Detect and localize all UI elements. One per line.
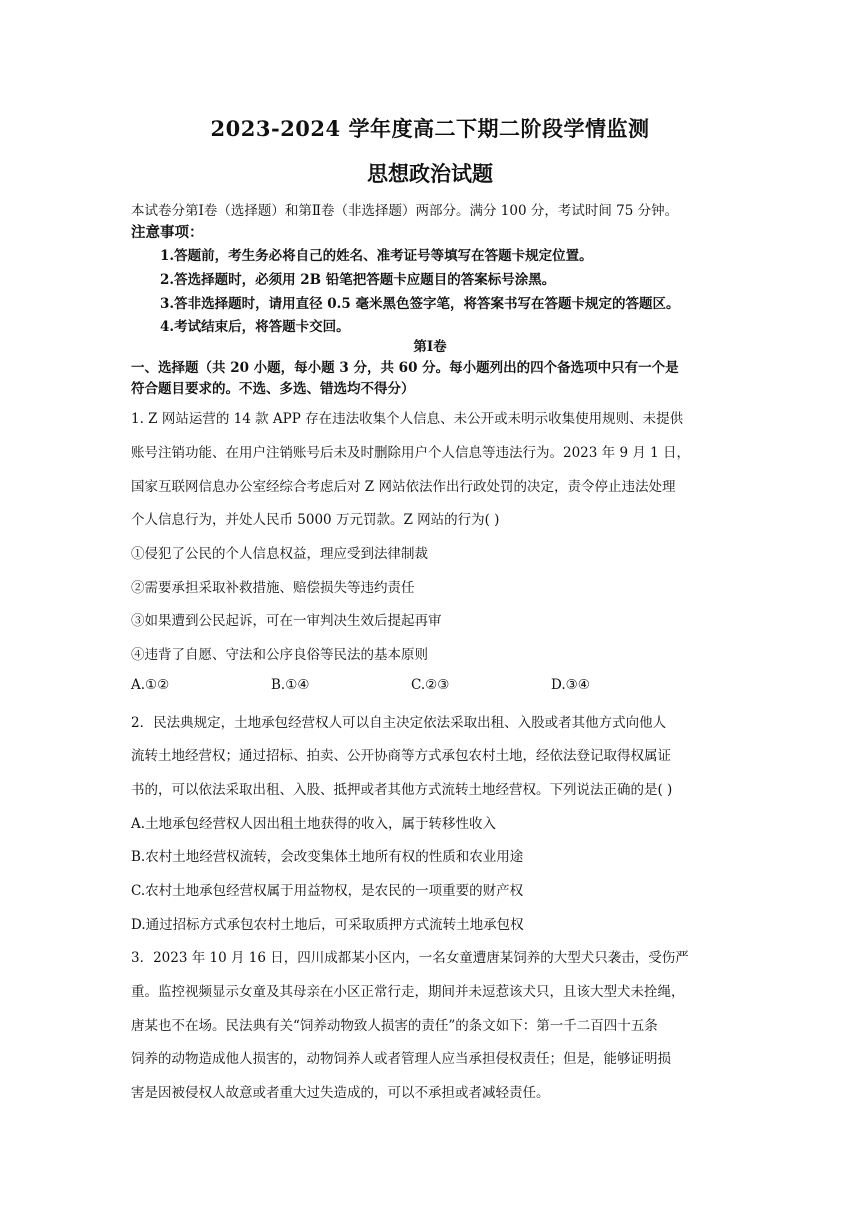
question-1-text: 个人信息行为，并处人民币 5000 万元罚款。Z 网站的行为( ): [131, 512, 500, 528]
exam-title: 2023-2024 学年度高二下期二阶段学情监测: [210, 116, 650, 141]
option-c: C.②③: [411, 677, 450, 693]
question-2-text: 流转土地经营权；通过招标、拍卖、公开协商等方式承包农村土地，经依法登记取得权属证: [131, 748, 671, 764]
section-heading: 一、选择题（共 20 小题，每小题 3 分，共 60 分。每小题列出的四个备选项中只有一个是: [131, 360, 679, 376]
section-heading-cont: 符合题目要求的。不选、多选、错选均不得分）: [131, 381, 415, 397]
question-2-option: C.农村土地承包经营权属于用益物权，是农民的一项重要的财产权: [131, 883, 524, 899]
question-2-option: D.通过招标方式承包农村土地后，可采取质押方式流转土地承包权: [131, 917, 524, 933]
question-3-text: 3．2023 年 10 月 16 日，四川成都某小区内，一名女童遭唐某饲养的大型犬只袭击，受伤严: [131, 950, 689, 966]
question-3-text: 唐某也不在场。民法典有关“饲养动物致人损害的责任”的条文如下：第一千二百四十五条: [131, 1018, 658, 1034]
notice-item: 4.考试结束后，将答题卡交回。: [160, 319, 350, 335]
question-1-text: 账号注销功能、在用户注销账号后未及时删除用户个人信息等违法行为。2023 年 9 月 1 日，: [131, 445, 690, 461]
question-3-text: 重。监控视频显示女童及其母亲在小区正常行走，期间并未逗惹该犬只，且该大型犬未拴绳，: [131, 984, 685, 1000]
question-1-text: 国家互联网信息办公室经综合考虑后对 Z 网站依法作出行政处罚的决定，责令停止违法处理: [131, 479, 676, 495]
exam-intro: 本试卷分第Ⅰ卷（选择题）和第Ⅱ卷（非选择题）两部分。满分 100 分，考试时间 75 分钟。: [131, 203, 679, 219]
option-a: A.①②: [131, 677, 170, 693]
notice-item: 2.答选择题时，必须用 2B 铅笔把答题卡应题目的答案标号涂黑。: [160, 272, 556, 288]
question-1-text: 1. Z 网站运营的 14 款 APP 存在违法收集个人信息、未公开或未明示收集使用规则、未提供: [131, 411, 684, 427]
option-b: B.①④: [271, 677, 310, 693]
question-2-option: B.农村土地经营权流转，会改变集体土地所有权的性质和农业用途: [131, 849, 524, 865]
question-3-text: 饲养的动物造成他人损害的，动物饲养人或者管理人应当承担侵权责任；但是，能够证明损: [131, 1051, 671, 1067]
question-1-statement: ①侵犯了公民的个人信息权益，理应受到法律制裁: [131, 546, 428, 562]
notice-item: 1.答题前，考生务必将自己的姓名、准考证号等填写在答题卡规定位置。: [160, 248, 593, 264]
question-2-text: 书的，可以依法采取出租、入股、抵押或者其他方式流转土地经营权。下列说法正确的是( ): [131, 782, 673, 798]
notice-item: 3.答非选择题时，请用直径 0.5 毫米黑色签字笔，将答案书写在答题卡规定的答题区。: [160, 296, 680, 312]
option-d: D.③④: [551, 677, 590, 693]
volume-label: 第Ⅰ卷: [413, 339, 447, 355]
notice-heading: 注意事项：: [131, 224, 204, 241]
exam-subject-title: 思想政治试题: [367, 161, 493, 186]
question-2-option: A.土地承包经营权人因出租土地获得的收入，属于转移性收入: [131, 816, 497, 832]
question-3-text: 害是因被侵权人故意或者重大过失造成的，可以不承担或者减轻责任。: [131, 1085, 550, 1101]
question-1-statement: ③如果遭到公民起诉，可在一审判决生效后提起再审: [131, 613, 442, 629]
question-1-statement: ②需要承担采取补救措施、赔偿损失等违约责任: [131, 580, 415, 596]
question-1-statement: ④违背了自愿、守法和公序良俗等民法的基本原则: [131, 647, 428, 663]
question-2-text: 2．民法典规定，土地承包经营权人可以自主决定依法采取出租、入股或者其他方式向他人: [131, 715, 667, 731]
question-1-options: [131, 677, 691, 693]
